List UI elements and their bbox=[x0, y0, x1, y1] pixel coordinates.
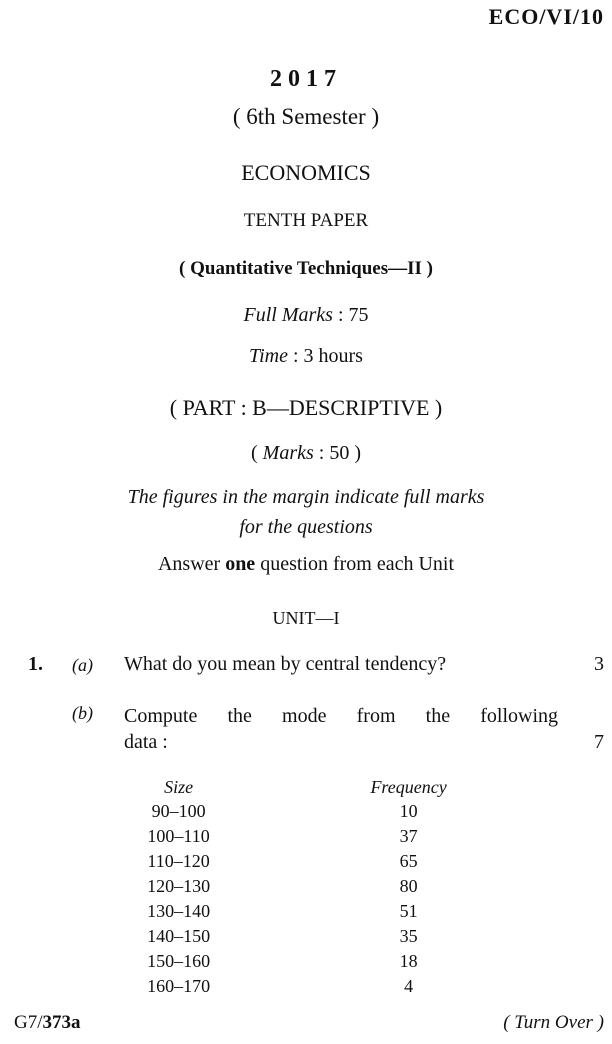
table-row bbox=[130, 874, 510, 899]
part-heading: ( PART : B—DESCRIPTIVE ) bbox=[169, 395, 443, 420]
question-number: 1. bbox=[28, 653, 43, 675]
answer-pre: Answer bbox=[157, 553, 226, 575]
table-header-row bbox=[130, 775, 510, 799]
size-cell: 160–170 bbox=[147, 976, 211, 996]
size-cell: 130–140 bbox=[147, 901, 211, 921]
full-marks-label: Full Marks bbox=[243, 304, 333, 326]
footer-code-prefix: G7/ bbox=[14, 1012, 43, 1033]
part-a-text: What do you mean by central tendency? bbox=[124, 653, 447, 675]
full-marks-value: : 75 bbox=[332, 304, 369, 326]
exam-year: 2017 bbox=[270, 66, 342, 92]
frequency-cell: 80 bbox=[399, 876, 418, 896]
margin-instruction-line2: for the questions bbox=[239, 516, 373, 538]
answer-post: question from each Unit bbox=[255, 553, 455, 575]
frequency-header: Frequency bbox=[370, 776, 447, 797]
paper-title: TENTH PAPER bbox=[243, 210, 369, 231]
frequency-cell: 35 bbox=[399, 926, 418, 946]
table-row bbox=[130, 799, 510, 824]
table-row bbox=[130, 899, 510, 924]
frequency-cell: 18 bbox=[399, 951, 418, 971]
turn-over-note: ( Turn Over ) bbox=[503, 1012, 604, 1033]
part-a-label: (a) bbox=[72, 655, 93, 675]
margin-instruction bbox=[0, 482, 612, 542]
table-row bbox=[130, 849, 510, 874]
frequency-cell: 37 bbox=[399, 826, 418, 846]
table-row bbox=[130, 924, 510, 949]
table-row bbox=[130, 824, 510, 849]
semester: ( 6th Semester ) bbox=[232, 104, 380, 129]
subject-title: ECONOMICS bbox=[241, 160, 371, 185]
part-marks: ( Marks : 50 ) bbox=[250, 442, 361, 464]
table-row bbox=[130, 949, 510, 974]
size-cell: 100–110 bbox=[147, 826, 210, 846]
part-b-text-line2: data : bbox=[124, 731, 168, 753]
frequency-cell: 4 bbox=[404, 976, 414, 996]
time-allowed bbox=[0, 345, 612, 368]
footer-code-bold: 373a bbox=[42, 1012, 81, 1033]
frequency-cell: 65 bbox=[399, 851, 418, 871]
footer-code bbox=[14, 1012, 81, 1034]
part-a-marks: 3 bbox=[594, 653, 604, 675]
frequency-cell: 10 bbox=[399, 801, 418, 821]
size-cell: 140–150 bbox=[147, 926, 211, 946]
size-cell: 150–160 bbox=[147, 951, 211, 971]
part-marks-value: 50 bbox=[329, 442, 350, 464]
margin-instruction-line1: The figures in the margin indicate full marks bbox=[127, 486, 485, 508]
table-row bbox=[130, 974, 510, 999]
time-value: : 3 hours bbox=[287, 345, 363, 367]
part-b-text-line1: Compute the mode from the following bbox=[124, 705, 558, 727]
time-label: Time bbox=[249, 345, 288, 367]
course-title: ( Quantitative Techniques—II ) bbox=[179, 258, 433, 279]
full-marks bbox=[0, 304, 612, 327]
answer-bold: one bbox=[225, 553, 256, 575]
part-b-label: (b) bbox=[72, 703, 93, 723]
frequency-table bbox=[130, 775, 510, 999]
part-b-marks: 7 bbox=[594, 731, 604, 753]
paper-code: ECO/VI/10 bbox=[488, 4, 604, 29]
part-marks-label: Marks bbox=[262, 442, 314, 464]
frequency-cell: 51 bbox=[399, 901, 418, 921]
size-header: Size bbox=[164, 776, 194, 797]
unit-heading: UNIT—I bbox=[272, 608, 340, 628]
answer-instruction bbox=[0, 553, 612, 576]
size-cell: 120–130 bbox=[147, 876, 211, 896]
size-cell: 110–120 bbox=[147, 851, 210, 871]
size-cell: 90–100 bbox=[151, 801, 206, 821]
